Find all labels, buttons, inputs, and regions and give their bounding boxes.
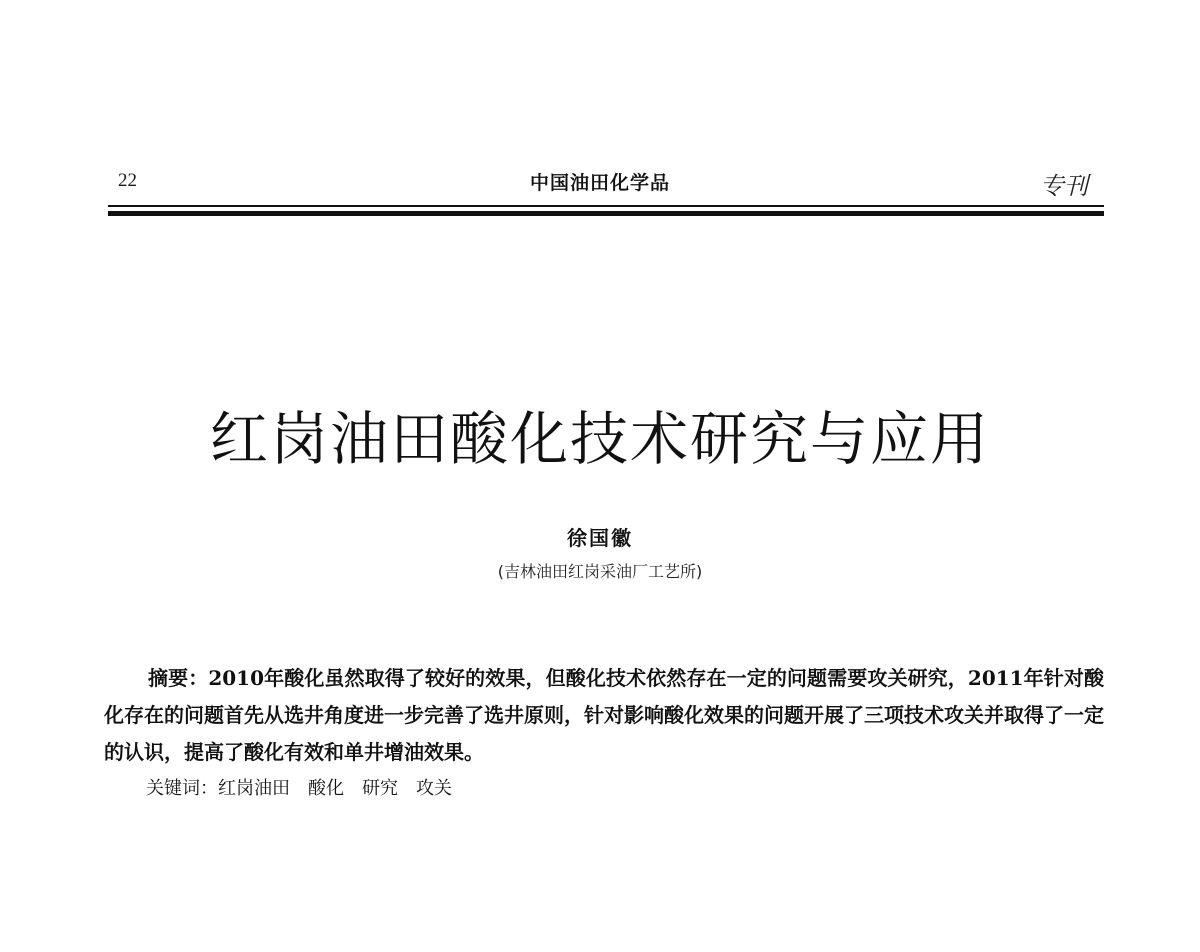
abstract-text: 2010年酸化虽然取得了较好的效果，但酸化技术依然存在一定的问题需要攻关研究，2011年针对酸化存在的问题首先从选井角度进一步完善了选井原则，针对影响酸化效果的问题开展了三项技术攻关并取得了一定的认识，提高了酸化有效和单井增油效果。 xyxy=(104,666,1105,764)
abstract-label: 摘要： xyxy=(148,666,209,690)
keywords xyxy=(146,774,470,800)
journal-name: 中国油田化学品 xyxy=(529,172,670,194)
keyword: 攻关 xyxy=(416,778,452,799)
article-title: 红岗油田酸化技术研究与应用 xyxy=(209,405,990,473)
header-rule-thick xyxy=(108,211,1104,216)
issue-label: 专刊 xyxy=(1040,172,1088,200)
page-number: 22 xyxy=(118,170,137,191)
keywords-label: 关键词： xyxy=(146,778,218,799)
keyword: 红岗油田 xyxy=(218,778,290,799)
author-name: 徐国徽 xyxy=(567,526,633,550)
header-rule-thin xyxy=(108,205,1104,207)
keyword: 研究 xyxy=(362,778,398,799)
keyword: 酸化 xyxy=(308,778,344,799)
abstract xyxy=(104,660,1104,771)
author-affiliation: (吉林油田红岗采油厂工艺所) xyxy=(497,562,703,581)
